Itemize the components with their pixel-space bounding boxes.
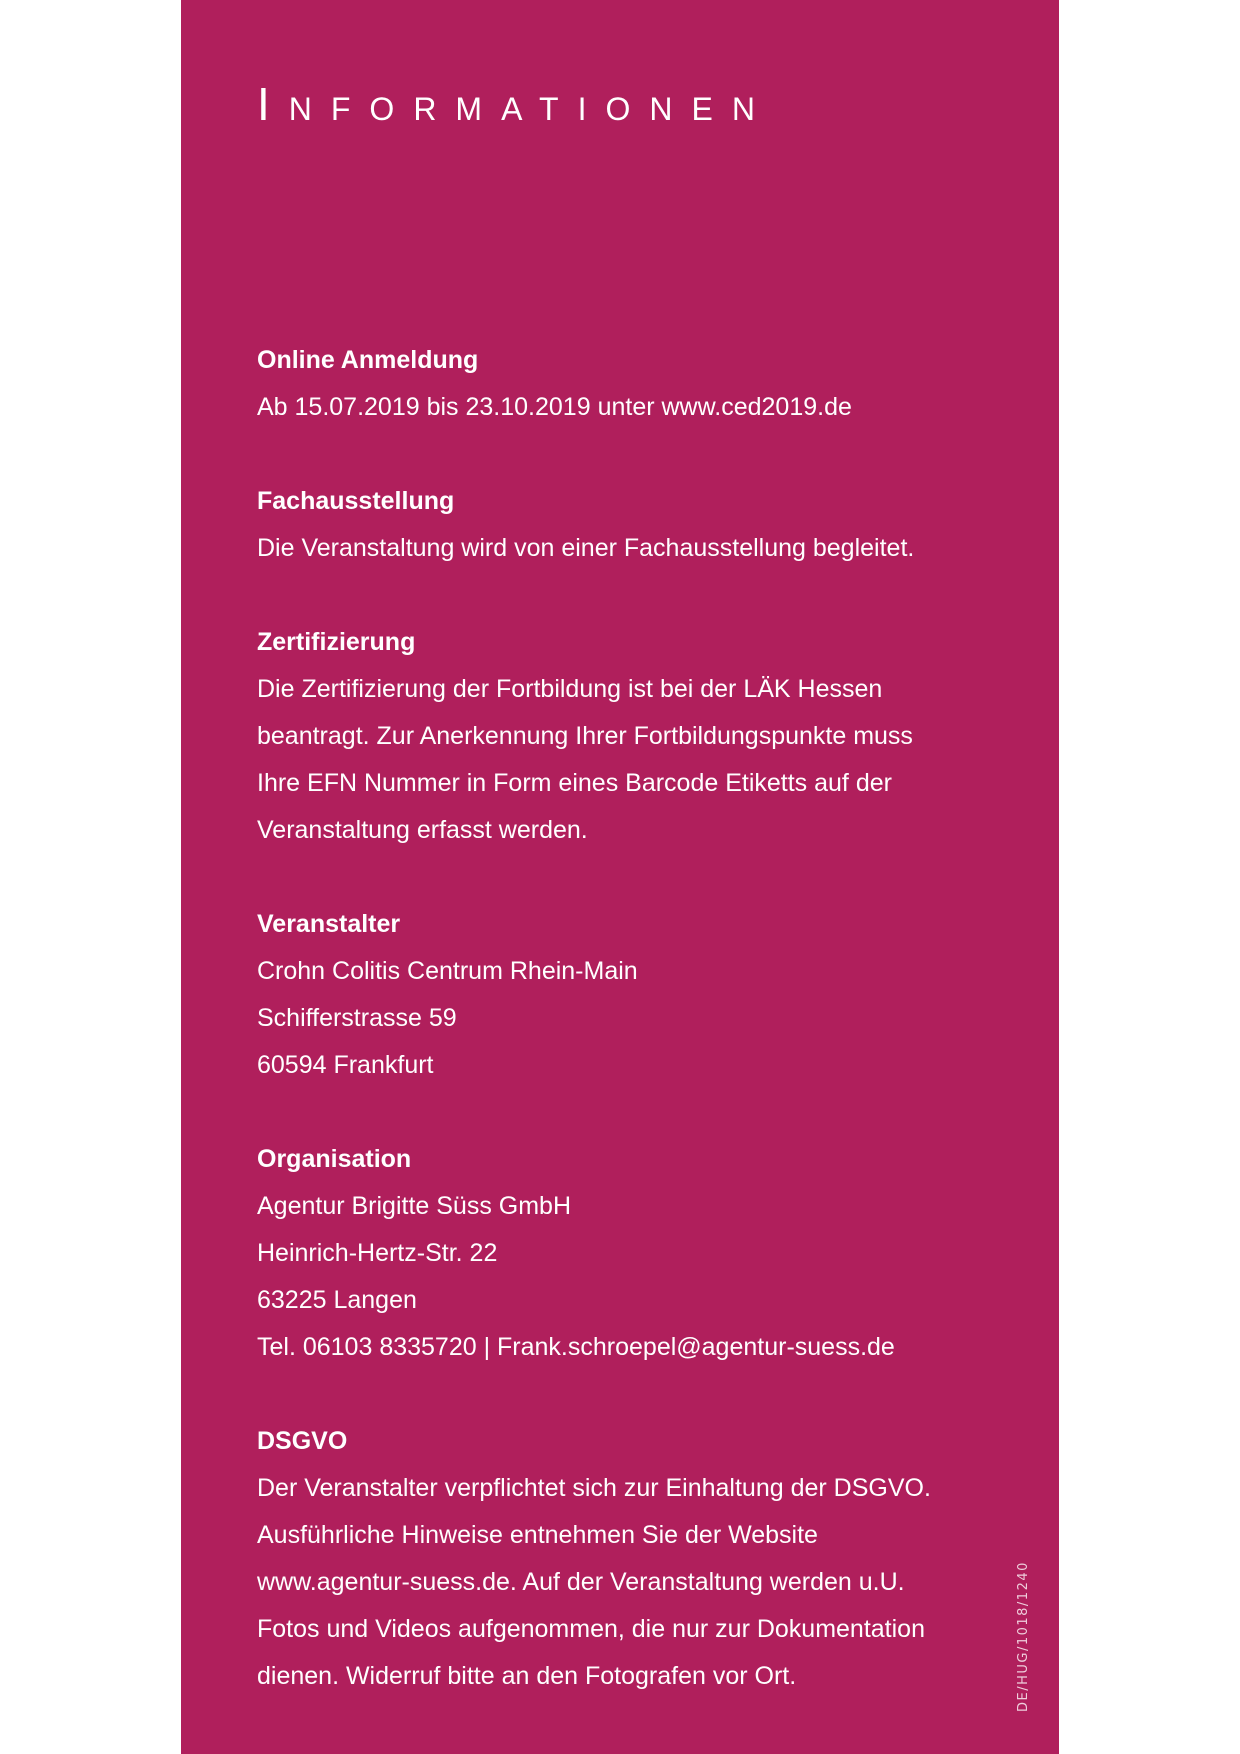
section-organisation <box>257 1136 1017 1371</box>
section-line: Veranstaltung erfasst werden. <box>257 816 588 844</box>
section-line: Ihre EFN Nummer in Form eines Barcode Etiketts auf der <box>257 769 892 797</box>
section-heading: Veranstalter <box>257 910 401 938</box>
page-title: Informationen <box>257 78 774 130</box>
section-line: Tel. 06103 8335720 | Frank.schroepel@agentur-suess.de <box>257 1333 895 1361</box>
section-heading: Organisation <box>257 1145 412 1173</box>
section-line: Crohn Colitis Centrum Rhein-Main <box>257 957 638 985</box>
section-line: Schifferstrasse 59 <box>257 1004 457 1032</box>
section-dsgvo <box>257 1418 1017 1700</box>
section-line: beantragt. Zur Anerkennung Ihrer Fortbildungspunkte muss <box>257 722 913 750</box>
section-heading: Online Anmeldung <box>257 346 479 374</box>
section-zertifizierung <box>257 619 1017 854</box>
section-line: Fotos und Videos aufgenommen, die nur zur Dokumentation <box>257 1615 925 1643</box>
section-line: 60594 Frankfurt <box>257 1051 434 1079</box>
document-code: DE/HUG/1018/1240 <box>1016 1561 1031 1712</box>
section-line: Agentur Brigitte Süss GmbH <box>257 1192 572 1220</box>
section-line: dienen. Widerruf bitte an den Fotografen vor Ort. <box>257 1662 797 1690</box>
section-line: Die Zertifizierung der Fortbildung ist bei der LÄK Hessen <box>257 675 883 703</box>
section-line: Der Veranstalter verpflichtet sich zur Einhaltung der DSGVO. <box>257 1474 931 1502</box>
info-content <box>257 337 1017 1747</box>
section-line: www.agentur-suess.de. Auf der Veranstaltung werden u.U. <box>257 1568 905 1596</box>
section-heading: DSGVO <box>257 1427 348 1455</box>
section-fachausstellung <box>257 478 1017 572</box>
section-heading: Fachausstellung <box>257 487 455 515</box>
section-veranstalter <box>257 901 1017 1089</box>
section-line: Heinrich-Hertz-Str. 22 <box>257 1239 498 1267</box>
section-line: 63225 Langen <box>257 1286 417 1314</box>
section-online-anmeldung <box>257 337 1017 431</box>
section-heading: Zertifizierung <box>257 628 416 656</box>
info-panel <box>181 0 1059 1754</box>
section-line: Die Veranstaltung wird von einer Fachausstellung begleitet. <box>257 534 915 562</box>
section-line: Ab 15.07.2019 bis 23.10.2019 unter www.ced2019.de <box>257 393 852 421</box>
section-line: Ausführliche Hinweise entnehmen Sie der Website <box>257 1521 818 1549</box>
